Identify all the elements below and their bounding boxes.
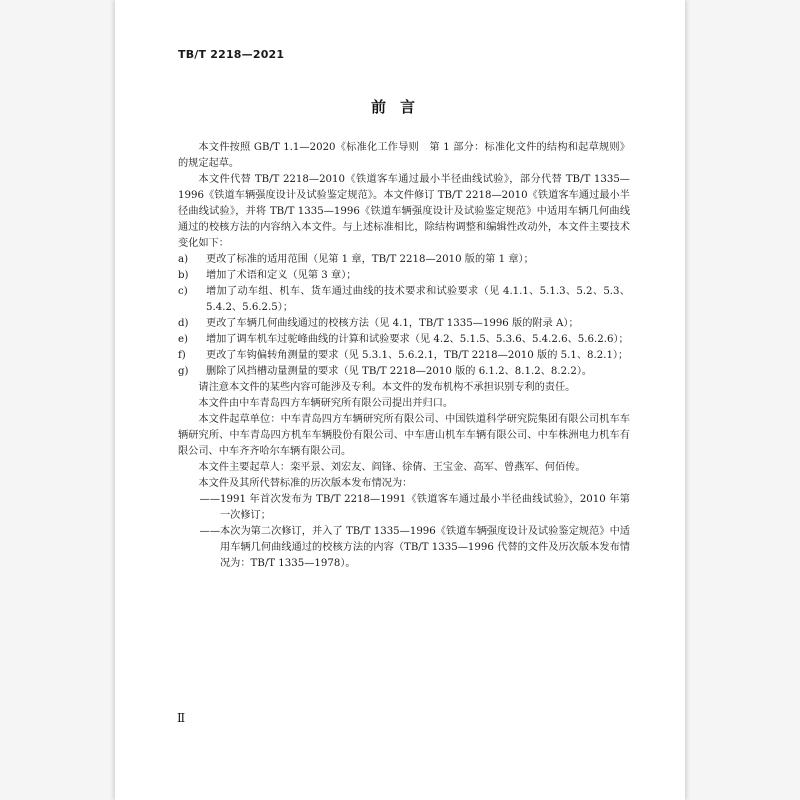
list-item	[178, 316, 630, 332]
paragraph-drafting-rule: 本文件按照 GB/T 1.1—2020《标准化工作导则 第 1 部分：标准化文件的结构和起草规则》的规定起草。	[178, 142, 630, 169]
standard-code: TB/T 2218—2021	[178, 48, 285, 61]
list-item-dash: ——	[199, 526, 220, 537]
page-number: Ⅱ	[177, 711, 186, 725]
list-item-text: 增加了动车组、机车、货车通过曲线的技术要求和试验要求（见 4.1.1、5.1.3、5.2、5.3、5.4.2、5.6.2.5）；	[206, 286, 630, 313]
list-item-text: 本次为第二次修订，并入了 TB/T 1335—1996《铁道车辆强度设计及试验鉴定规范》中适用车辆几何曲线通过的校核方法的内容（TB/T 1335—1996 代替的文件及历次版本发布情况为：TB/T 1335—1978）。	[220, 526, 630, 569]
list-item-dash: ——	[199, 494, 220, 505]
list-item-text: 增加了术语和定义（见第 3 章）；	[206, 270, 357, 281]
list-item-label: g)	[178, 366, 189, 377]
paragraph-patent-notice: 请注意本文件的某些内容可能涉及专利。本文件的发布机构不承担识别专利的责任。	[198, 382, 576, 393]
list-item	[178, 252, 630, 268]
list-item-text: 删除了风挡槽动量测量的要求（见 TB/T 2218—2010 版的 6.1.2、8.1.2、8.2.2）。	[206, 366, 593, 377]
list-item-label: c)	[178, 286, 188, 297]
list-item	[178, 332, 630, 348]
list-item-text: 1991 年首次发布为 TB/T 2218—1991《铁道客车通过最小半径曲线试验》，2010 年第一次修订；	[220, 494, 630, 521]
page-title: 前言	[370, 98, 429, 116]
history-list	[178, 492, 630, 572]
list-item-label: e)	[178, 334, 189, 345]
list-item-label: d)	[178, 318, 189, 329]
preface-body	[178, 140, 630, 572]
changes-list	[178, 252, 630, 380]
list-item	[178, 348, 630, 364]
list-item	[178, 268, 630, 284]
list-item-label: b)	[178, 270, 189, 281]
list-item	[178, 524, 630, 572]
list-item-text: 更改了标准的适用范围（见第 1 章，TB/T 2218—2010 版的第 1 章）；	[206, 254, 534, 265]
paragraph-history-intro: 本文件及其所代替标准的历次版本发布情况为：	[198, 478, 413, 489]
list-item	[178, 492, 630, 524]
list-item	[178, 364, 630, 380]
document-page	[115, 0, 685, 800]
paragraph-proposer: 本文件由中车青岛四方车辆研究所有限公司提出并归口。	[198, 398, 454, 409]
list-item-text: 更改了车辆几何曲线通过的校核方法（见 4.1，TB/T 1335—1996 版的附录 A）；	[206, 318, 579, 329]
list-item-label: f)	[178, 350, 186, 361]
list-item	[178, 284, 630, 316]
paragraph-drafting-units: 本文件起草单位：中车青岛四方车辆研究所有限公司、中国铁道科学研究院集团有限公司机车车辆研究所、中车青岛四方机车车辆股份有限公司、中车唐山机车车辆有限公司、中车株洲电力机车有限公司、中车齐齐哈尔车辆有限公司。	[178, 414, 630, 457]
paragraph-replacement: 本文件代替 TB/T 2218—2010《铁道客车通过最小半径曲线试验》，部分代替 TB/T 1335—1996《铁道车辆强度设计及试验鉴定规范》。本文件修订 TB/T 2218—2010《铁道客车通过最小半径曲线试验》，并将 TB/T 1335—1996《铁道车辆强度设计及试验鉴定规范》中适用车辆几何曲线通过的校核方法的内容纳入本文件。与上述标准相比，除结构调整和编辑性改动外，本文件主要技术变化如下：	[178, 174, 630, 249]
list-item-label: a)	[178, 254, 189, 265]
paragraph-drafters: 本文件主要起草人：栾平景、刘宏友、阎锋、徐倩、王宝金、高军、曾燕军、何佰传。	[198, 462, 586, 473]
list-item-text: 更改了车钩偏转角测量的要求（见 5.3.1、5.6.2.1，TB/T 2218—2010 版的 5.1、8.2.1）；	[206, 350, 629, 361]
list-item-text: 增加了调车机车过驼峰曲线的计算和试验要求（见 4.2、5.1.5、5.3.6、5.4.2.6、5.6.2.6）；	[206, 334, 629, 345]
